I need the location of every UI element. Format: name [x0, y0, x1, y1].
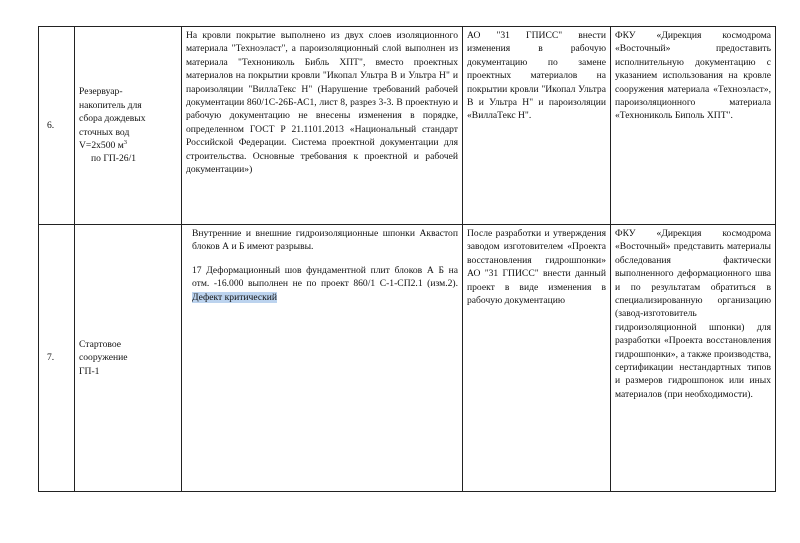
volume-unit-power: 3	[123, 138, 128, 146]
table-row	[39, 27, 776, 225]
object-line: Резервуар-	[79, 86, 123, 98]
violations-table	[38, 26, 776, 492]
action-cell: АО "31 ГПИСС" внести изменения в рабочую документацию по замене проектных материалов на покрытии кровли "Икопал Ультра В и Ультра Н" и пароизоляции «ВиллаТекс Н".	[463, 27, 611, 225]
row-number: 6.	[39, 27, 75, 225]
object-line: сточных вод	[79, 126, 130, 138]
row-number: 7.	[39, 225, 75, 492]
critical-defect-highlight[interactable]: Дефект критический	[192, 291, 278, 303]
volume-text: V=2x500 м	[79, 139, 124, 151]
customer-cell: ФКУ «Дирекция космодрома «Восточный» представить материалы обследования фактически выполненного деформационного шва и по результатам обратиться в специализированную организацию (завод-изготовитель гидроизоляционной шпонки) для разработки «Проекта восстановления гидрошпонки», а также производства, сертификации нестандартных типов и размеров гидрошпонок или иных материалов (при необходимости).	[611, 225, 776, 492]
violation-paragraph: Внутренние и внешние гидроизоляционные шпонки Аквастоп блоков А и Б имеют разрывы.	[192, 228, 458, 253]
object-line: ГП-1	[79, 365, 100, 377]
action-cell: После разработки и утверждения заводом изготовителем «Проекта восстановления гидрошпонки» АО "31 ГПИСС" внести данный проект в виде изменения в рабочую документацию	[463, 225, 611, 492]
object-ref: по ГП-26/1	[91, 153, 137, 165]
violation-cell	[182, 225, 463, 492]
object-cell	[75, 225, 182, 492]
object-line: Стартовое	[79, 338, 122, 350]
object-line: накопитель для	[79, 99, 142, 111]
object-cell	[75, 27, 182, 225]
object-line: сооружение	[79, 352, 128, 364]
violation-cell: На кровли покрытие выполнено из двух слоев изоляционного материала "Техноэласт", а пароизоляционный слой выполнен из материала "Технониколь Библь ХПТ", вместо проектных материалов на покрытии кровли "Икопал Ультра В и Ультра Н" и пароизоляции "ВиллаТекс Н" (Нарушение требований рабочей документации 860/1С-26Б-АС1, лист 8, разрез 3-3. В проектную и рабочую документацию не внесены изменения в порядке, определенном ГОСТ Р 21.1101.2013 «Национальный стандарт Российской Федерации. Система проектной документации для строительства. Основные требования к проектной и рабочей документации»)	[182, 27, 463, 225]
violation-text: 17 Деформационный шов фундаментной плит блоков А Б на отм. -16.000 выполнен не по проект 860/1 С-1-СП2.1 (изм.2).	[192, 264, 458, 290]
object-line: сбора дождевых	[79, 113, 146, 125]
object-volume	[79, 139, 179, 152]
table-row	[39, 225, 776, 492]
violation-paragraph	[186, 264, 458, 304]
customer-cell: ФКУ «Дирекция космодрома «Восточный» предоставить исполнительную документацию с указанием использования на кровле сооружения материала «Техноэласт», пароизоляционного материала «Технониколь Биполь ХПТ".	[611, 27, 776, 225]
